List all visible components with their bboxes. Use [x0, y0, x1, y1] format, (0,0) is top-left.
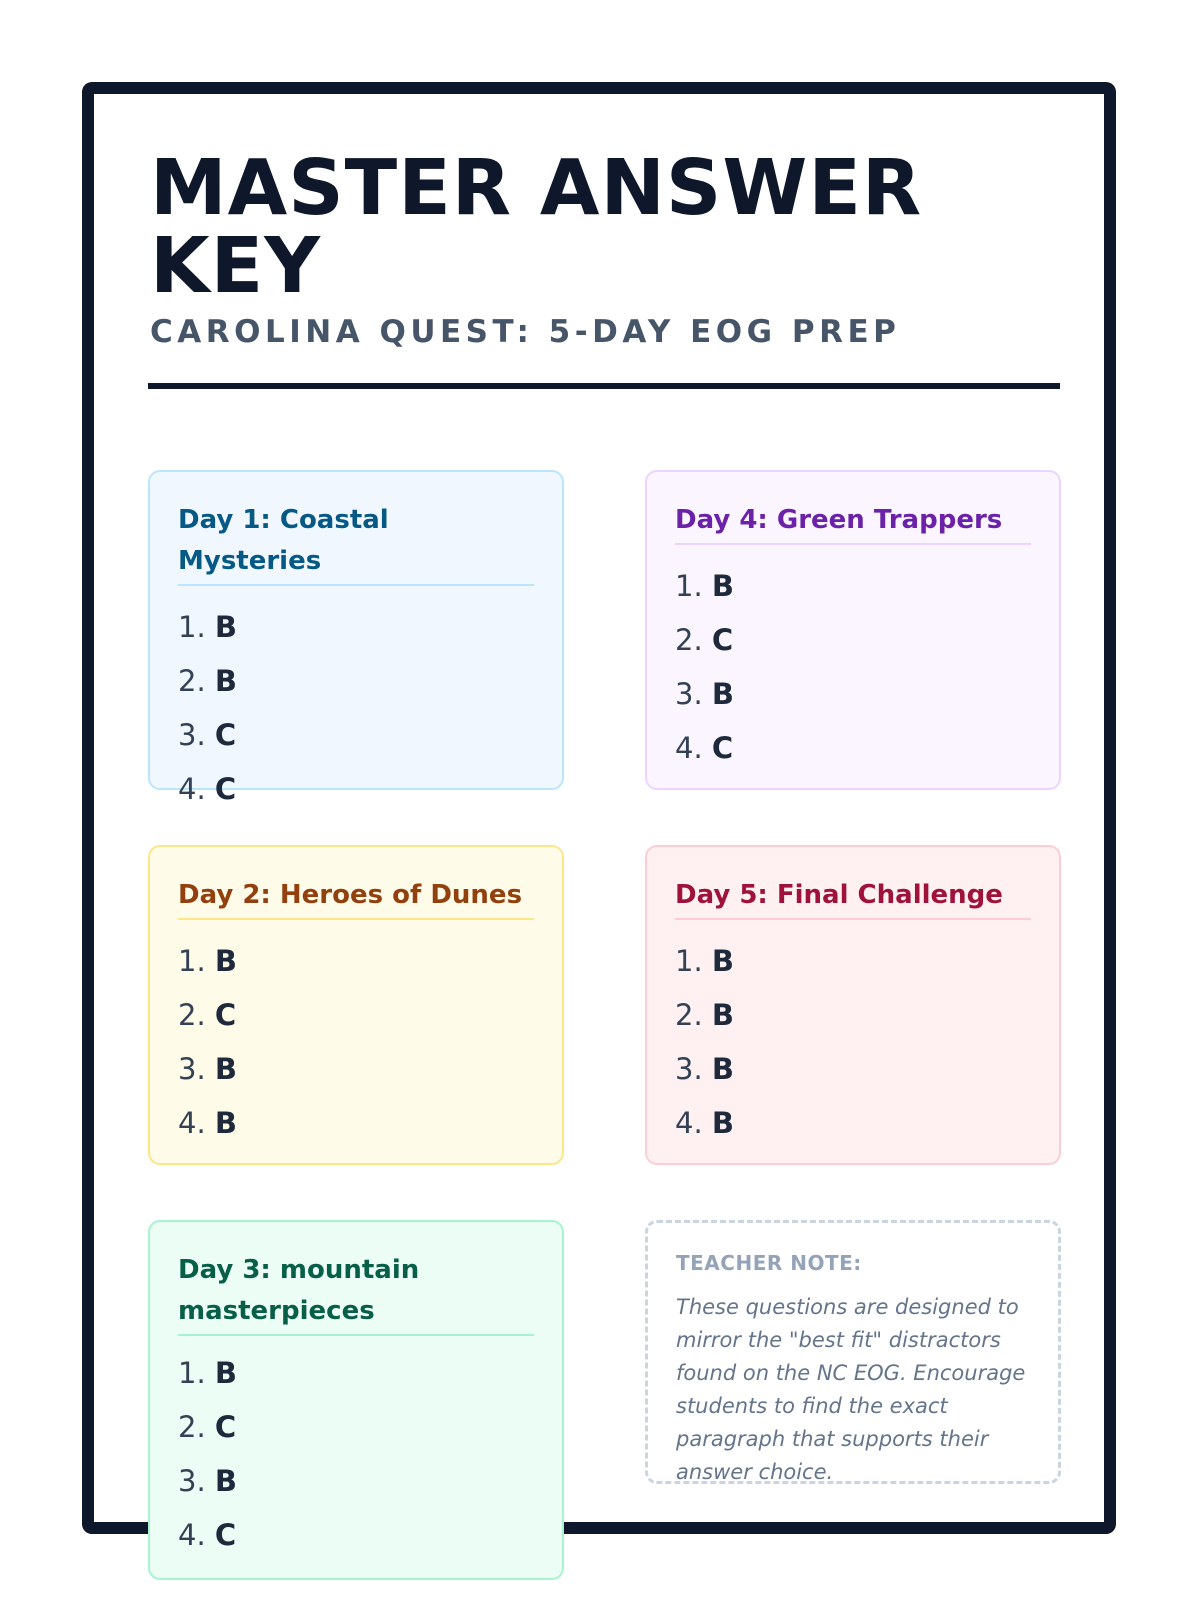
- day-4-title: Day 4: Green Trappers: [675, 500, 1031, 545]
- day-1-card: [148, 470, 564, 806]
- answer-item: 1. B: [675, 944, 734, 978]
- page-title: MASTER ANSWER KEY: [150, 144, 923, 311]
- header-divider: [148, 383, 1060, 389]
- answer-item: 2. C: [178, 998, 237, 1032]
- answer-item: 2. B: [675, 998, 734, 1032]
- day-5-title: Day 5: Final Challenge: [675, 875, 1031, 920]
- answer-item: 3. B: [178, 1052, 237, 1086]
- day-1-answers: [178, 600, 534, 816]
- answer-item: 3. B: [675, 1052, 734, 1086]
- day-5-answers: [675, 934, 1031, 1150]
- teacher-note-text: These questions are designed to mirror the "best fit" distractors found on the NC EOG. Encourage students to find the exact paragraph that supports their answer choice.: [676, 1295, 1026, 1484]
- answer-item: 4. B: [178, 1106, 237, 1140]
- answer-item: 2. B: [178, 664, 237, 698]
- teacher-note: [645, 1220, 1061, 1484]
- answer-item: 1. B: [178, 944, 237, 978]
- answer-item: 4. C: [178, 772, 237, 806]
- answer-item: 3. C: [178, 718, 237, 752]
- day-3-title: Day 3: mountain masterpieces: [178, 1250, 534, 1336]
- answer-item: 4. B: [675, 1106, 734, 1140]
- answer-item: 3. B: [675, 677, 734, 711]
- answer-item: 2. C: [178, 1410, 237, 1444]
- day-2-title: Day 2: Heroes of Dunes: [178, 875, 534, 920]
- day-1-title: Day 1: Coastal Mysteries: [178, 500, 534, 586]
- answer-item: 1. B: [178, 610, 237, 644]
- answer-item: 3. B: [178, 1464, 237, 1498]
- answer-item: 4. C: [178, 1518, 237, 1552]
- answer-item: 1. B: [178, 1356, 237, 1390]
- teacher-note-label: TEACHER NOTE:: [676, 1251, 862, 1275]
- day-2-answers: [178, 934, 534, 1150]
- answer-item: 4. C: [675, 731, 734, 765]
- page-subtitle: CAROLINA QUEST: 5-DAY EOG PREP: [150, 314, 901, 350]
- day-4-answers: [675, 559, 1031, 775]
- day-3-card: [148, 1220, 564, 1580]
- answer-item: 1. B: [675, 569, 734, 603]
- day-3-answers: [178, 1346, 534, 1562]
- day-2-card: [148, 845, 564, 1165]
- day-4-card: [645, 470, 1061, 790]
- day-5-card: [645, 845, 1061, 1165]
- answer-item: 2. C: [675, 623, 734, 657]
